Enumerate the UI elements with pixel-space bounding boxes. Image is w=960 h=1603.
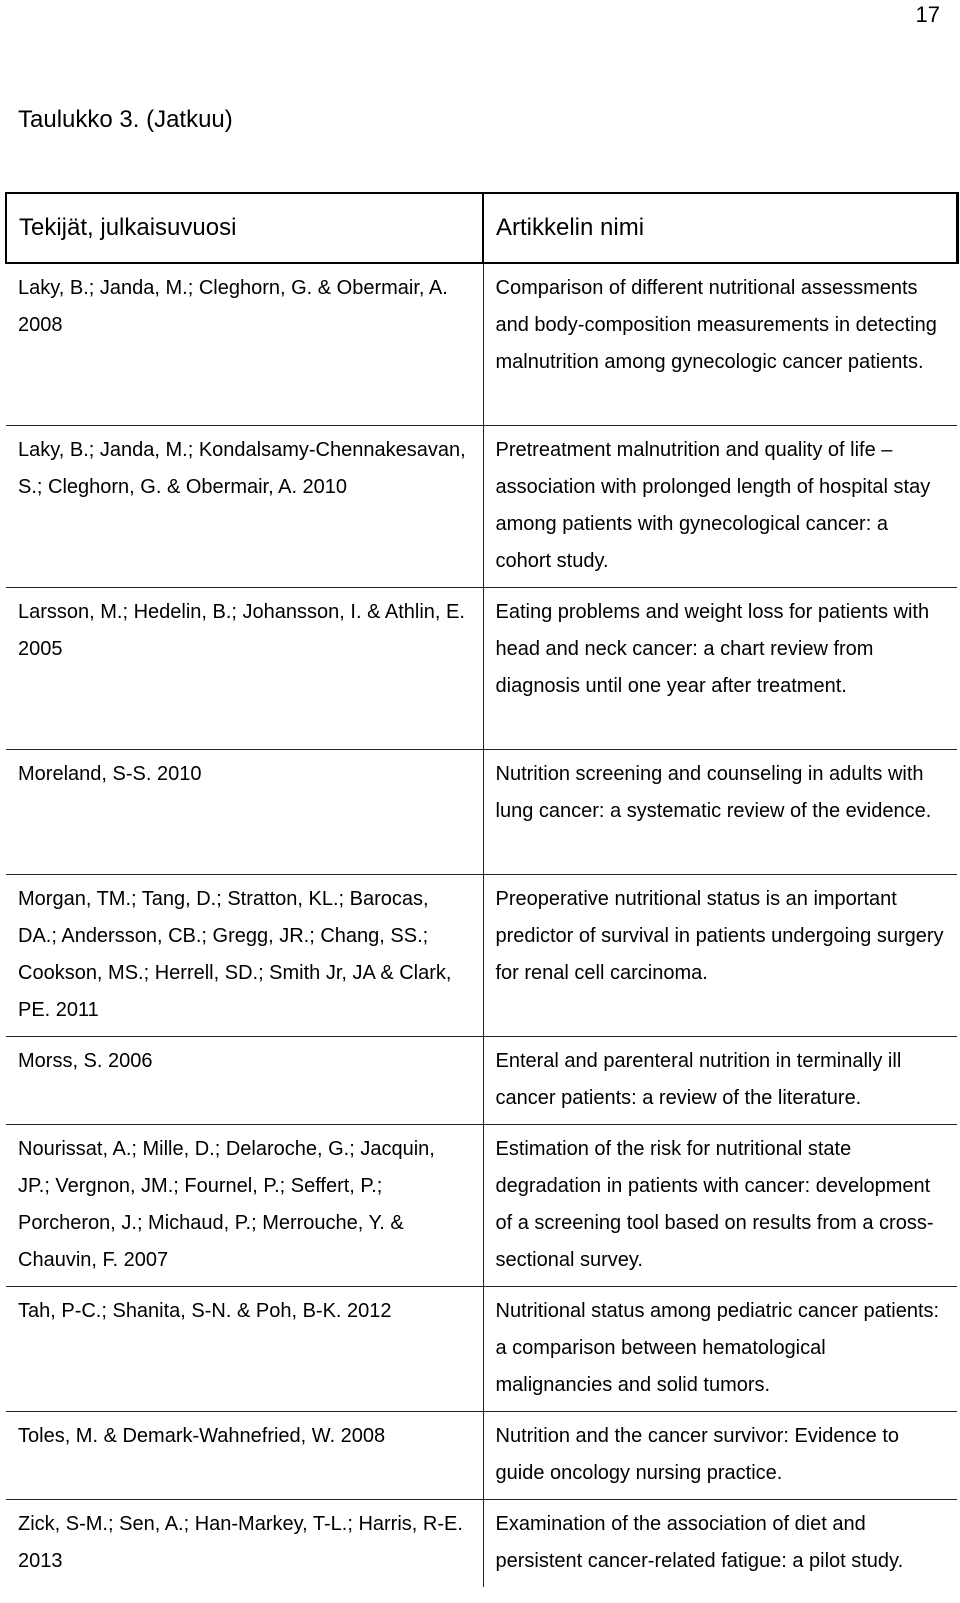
column-header-authors: Tekijät, julkaisuvuosi — [6, 193, 483, 263]
table-row — [6, 1287, 957, 1412]
author-cell: Toles, M. & Demark-Wahnefried, W. 2008 — [6, 1412, 483, 1500]
title-cell: Enteral and parenteral nutrition in terminally ill cancer patients: a review of the literature. — [483, 1037, 957, 1125]
author-cell: Laky, B.; Janda, M.; Cleghorn, G. & Obermair, A. 2008 — [6, 263, 483, 426]
title-cell: Comparison of different nutritional assessments and body-composition measurements in detecting malnutrition among gynecologic cancer patients. — [483, 263, 957, 426]
table-row — [6, 1412, 957, 1500]
references-table — [5, 192, 959, 1587]
author-cell: Laky, B.; Janda, M.; Kondalsamy-Chennakesavan, S.; Cleghorn, G. & Obermair, A. 2010 — [6, 426, 483, 588]
table-header-row — [6, 193, 957, 263]
title-cell: Nutrition screening and counseling in adults with lung cancer: a systematic review of the evidence. — [483, 750, 957, 875]
author-cell: Nourissat, A.; Mille, D.; Delaroche, G.; Jacquin, JP.; Vergnon, JM.; Fournel, P.; Seffert, P.; Porcheron, J.; Michaud, P.; Merrouche, Y. & Chauvin, F. 2007 — [6, 1125, 483, 1287]
table-row — [6, 263, 957, 426]
title-cell: Pretreatment malnutrition and quality of life – association with prolonged length of hospital stay among patients with gynecological cancer: a cohort study. — [483, 426, 957, 588]
author-cell: Zick, S-M.; Sen, A.; Han-Markey, T-L.; Harris, R-E. 2013 — [18, 1513, 463, 1572]
author-cell: Larsson, M.; Hedelin, B.; Johansson, I. & Athlin, E. 2005 — [6, 588, 483, 750]
title-cell: Examination of the association of diet and persistent cancer-related fatigue: a pilot study. — [483, 1500, 957, 1588]
table-row — [6, 875, 957, 1037]
author-cell: Moreland, S-S. 2010 — [6, 750, 483, 875]
table-row — [6, 750, 957, 875]
author-cell: Tah, P-C.; Shanita, S-N. & Poh, B-K. 2012 — [6, 1287, 483, 1412]
title-cell: Nutritional status among pediatric cancer patients: a comparison between hematological malignancies and solid tumors. — [483, 1287, 957, 1412]
title-cell: Estimation of the risk for nutritional state degradation in patients with cancer: development of a screening tool based on results from a cross-sectional survey. — [483, 1125, 957, 1287]
author-cell: Morss, S. 2006 — [6, 1037, 483, 1125]
title-cell: Eating problems and weight loss for patients with head and neck cancer: a chart review from diagnosis until one year after treatment. — [483, 588, 957, 750]
table-caption: Taulukko 3. (Jatkuu) — [18, 106, 233, 133]
title-cell: Preoperative nutritional status is an important predictor of survival in patients undergoing surgery for renal cell carcinoma. — [483, 875, 957, 1037]
author-cell: Morgan, TM.; Tang, D.; Stratton, KL.; Barocas, DA.; Andersson, CB.; Gregg, JR.; Chang, SS.; Cookson, MS.; Herrell, SD.; Smith Jr, JA & Clark, PE. 2011 — [6, 875, 483, 1037]
page-number: 17 — [915, 2, 940, 27]
column-header-article-title: Artikkelin nimi — [483, 193, 957, 263]
table-row — [6, 1037, 957, 1125]
table-row — [6, 1125, 957, 1287]
table-row — [6, 1500, 957, 1588]
table-row — [6, 588, 957, 750]
title-cell: Nutrition and the cancer survivor: Evidence to guide oncology nursing practice. — [483, 1412, 957, 1500]
table-row — [6, 426, 957, 588]
